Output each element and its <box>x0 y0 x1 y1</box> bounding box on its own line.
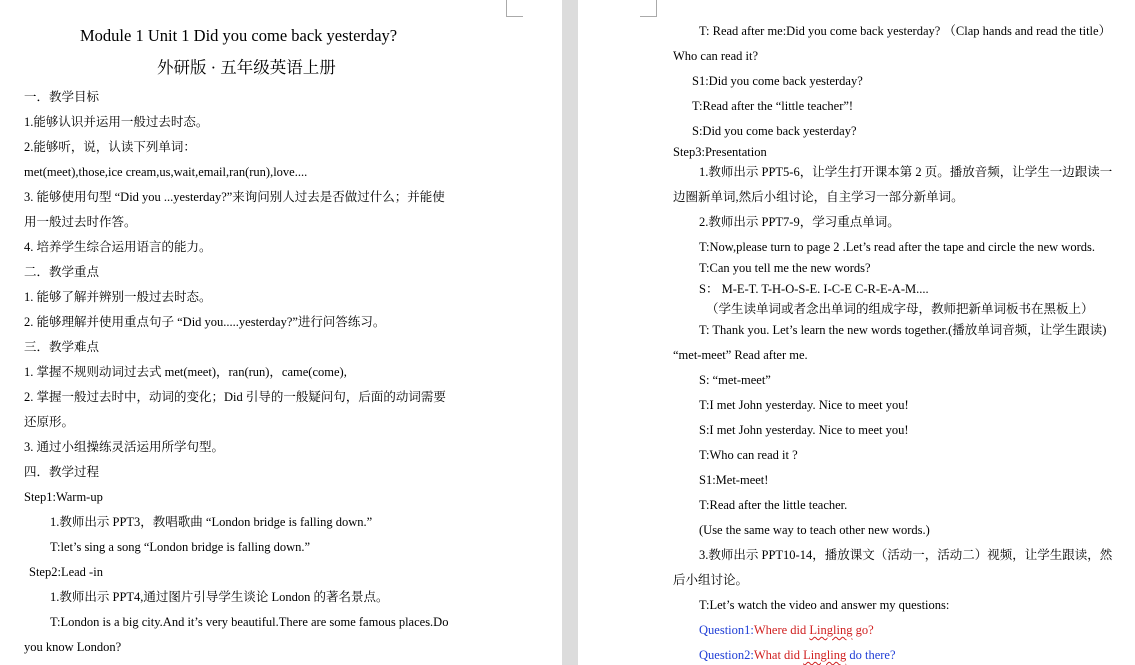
crop-mark <box>640 0 657 17</box>
text-line: （学生读单词或者念出单词的组成字母，教师把新单词板书在黑板上） <box>706 302 1094 316</box>
text-line: T:let’s sing a song “London bridge is falling down.” <box>50 540 311 554</box>
text-line: met(meet),those,ice cream,us,wait,email,ran(run),love.... <box>24 165 308 179</box>
text-line: T:Read after the little teacher. <box>699 498 848 512</box>
text-line: T:I met John yesterday. Nice to meet you! <box>699 398 909 412</box>
text-line: 边圈新单词,然后小组讨论，自主学习一部分新单词。 <box>673 190 964 204</box>
crop-mark <box>506 0 523 17</box>
section-heading: 三．教学难点 <box>24 340 100 354</box>
section-heading: 二．教学重点 <box>24 265 100 279</box>
text-line: 1.教师出示 PPT3，教唱歌曲 “London bridge is falling down.” <box>50 515 373 529</box>
text-line: T:Let’s watch the video and answer my questions: <box>699 598 950 612</box>
question-label: Question1: <box>699 623 754 637</box>
text-line: 3. 能够使用句型 “Did you ...yesterday?”来询问别人过去是否做过什么；并能使 <box>24 190 445 204</box>
text-line: 1.能够认识并运用一般过去时态。 <box>24 115 209 129</box>
step-heading: Step3:Presentation <box>673 145 767 159</box>
question-text: Where did <box>753 623 810 637</box>
text-line: 2.能够听，说，认读下列单词： <box>24 140 196 154</box>
question-text: go? <box>852 623 874 637</box>
text-line: T:London is a big city.And it’s very beautiful.There are some famous places.Do <box>50 615 449 629</box>
section-heading: 一．教学目标 <box>24 90 100 104</box>
question-text: What did <box>753 648 804 662</box>
step-heading: Step2:Lead -in <box>29 565 103 579</box>
text-line: T: Thank you. Let’s learn the new words together.(播放单词音频，让学生跟读) <box>699 323 1107 337</box>
document-title: Module 1 Unit 1 Did you come back yesterday? <box>80 26 398 45</box>
right-page <box>578 0 1135 665</box>
text-line: 后小组讨论。 <box>673 573 749 587</box>
text-line: “met-meet” Read after me. <box>673 348 808 362</box>
text-line: 1.教师出示 PPT4,通过图片引导学生谈论 London 的著名景点。 <box>50 590 389 604</box>
text-line: S:Did you come back yesterday? <box>692 124 857 138</box>
section-heading: 四．教学过程 <box>24 465 100 479</box>
text-line: Who can read it? <box>673 49 759 63</box>
question-name: Lingling <box>809 623 853 637</box>
text-line: 1. 掌握不规则动词过去式 met(meet)，ran(run)，came(come), <box>24 365 347 379</box>
step-heading: Step1:Warm-up <box>24 490 103 504</box>
text-line: 2. 能够理解并使用重点句子 “Did you.....yesterday?”进行问答练习。 <box>24 315 386 329</box>
question-text: do there? <box>846 648 896 662</box>
text-line: T:Who can read it ? <box>699 448 798 462</box>
text-line: 3.教师出示 PPT10-14，播放课文（活动一，活动二）视频，让学生跟读，然 <box>699 548 1113 562</box>
text-line: 用一般过去时作答。 <box>24 215 137 229</box>
text-line: you know London? <box>24 640 122 654</box>
text-line: 2. 掌握一般过去时中，动词的变化；Did 引导的一般疑问句，后面的动词需要 <box>24 390 446 404</box>
text-line: T:Read after the “little teacher”! <box>692 99 854 113</box>
text-line: S: “met-meet” <box>699 373 771 387</box>
text-line: 4. 培养学生综合运用语言的能力。 <box>24 240 212 254</box>
text-line: T: Read after me:Did you come back yesterday? （Clap hands and read the title） <box>699 24 1112 38</box>
text-line: T:Can you tell me the new words? <box>699 261 871 275</box>
question-label: Question2: <box>699 648 754 662</box>
text-line: S： M-E-T. T-H-O-S-E. I-C-E C-R-E-A-M.... <box>699 282 929 296</box>
document-subtitle: 外研版 · 五年级英语上册 <box>157 58 336 77</box>
text-line: S1:Did you come back yesterday? <box>692 74 863 88</box>
text-line: 1.教师出示 PPT5-6，让学生打开课本第 2 页。播放音频，让学生一边跟读一 <box>699 165 1113 179</box>
question-1 <box>699 622 874 638</box>
text-line: T:Now,please turn to page 2 .Let’s read after the tape and circle the new words. <box>699 240 1095 254</box>
text-line: S:I met John yesterday. Nice to meet you! <box>699 423 909 437</box>
text-line: 3. 通过小组操练灵活运用所学句型。 <box>24 440 225 454</box>
text-line: (Use the same way to teach other new words.) <box>699 523 930 537</box>
text-line: 还原形。 <box>24 415 75 429</box>
question-2 <box>699 647 896 663</box>
left-page <box>0 0 562 665</box>
text-line: 2.教师出示 PPT7-9，学习重点单词。 <box>699 215 900 229</box>
text-line: 1. 能够了解并辨别一般过去时态。 <box>24 290 212 304</box>
question-name: Lingling <box>803 648 847 662</box>
text-line: S1:Met-meet! <box>699 473 769 487</box>
